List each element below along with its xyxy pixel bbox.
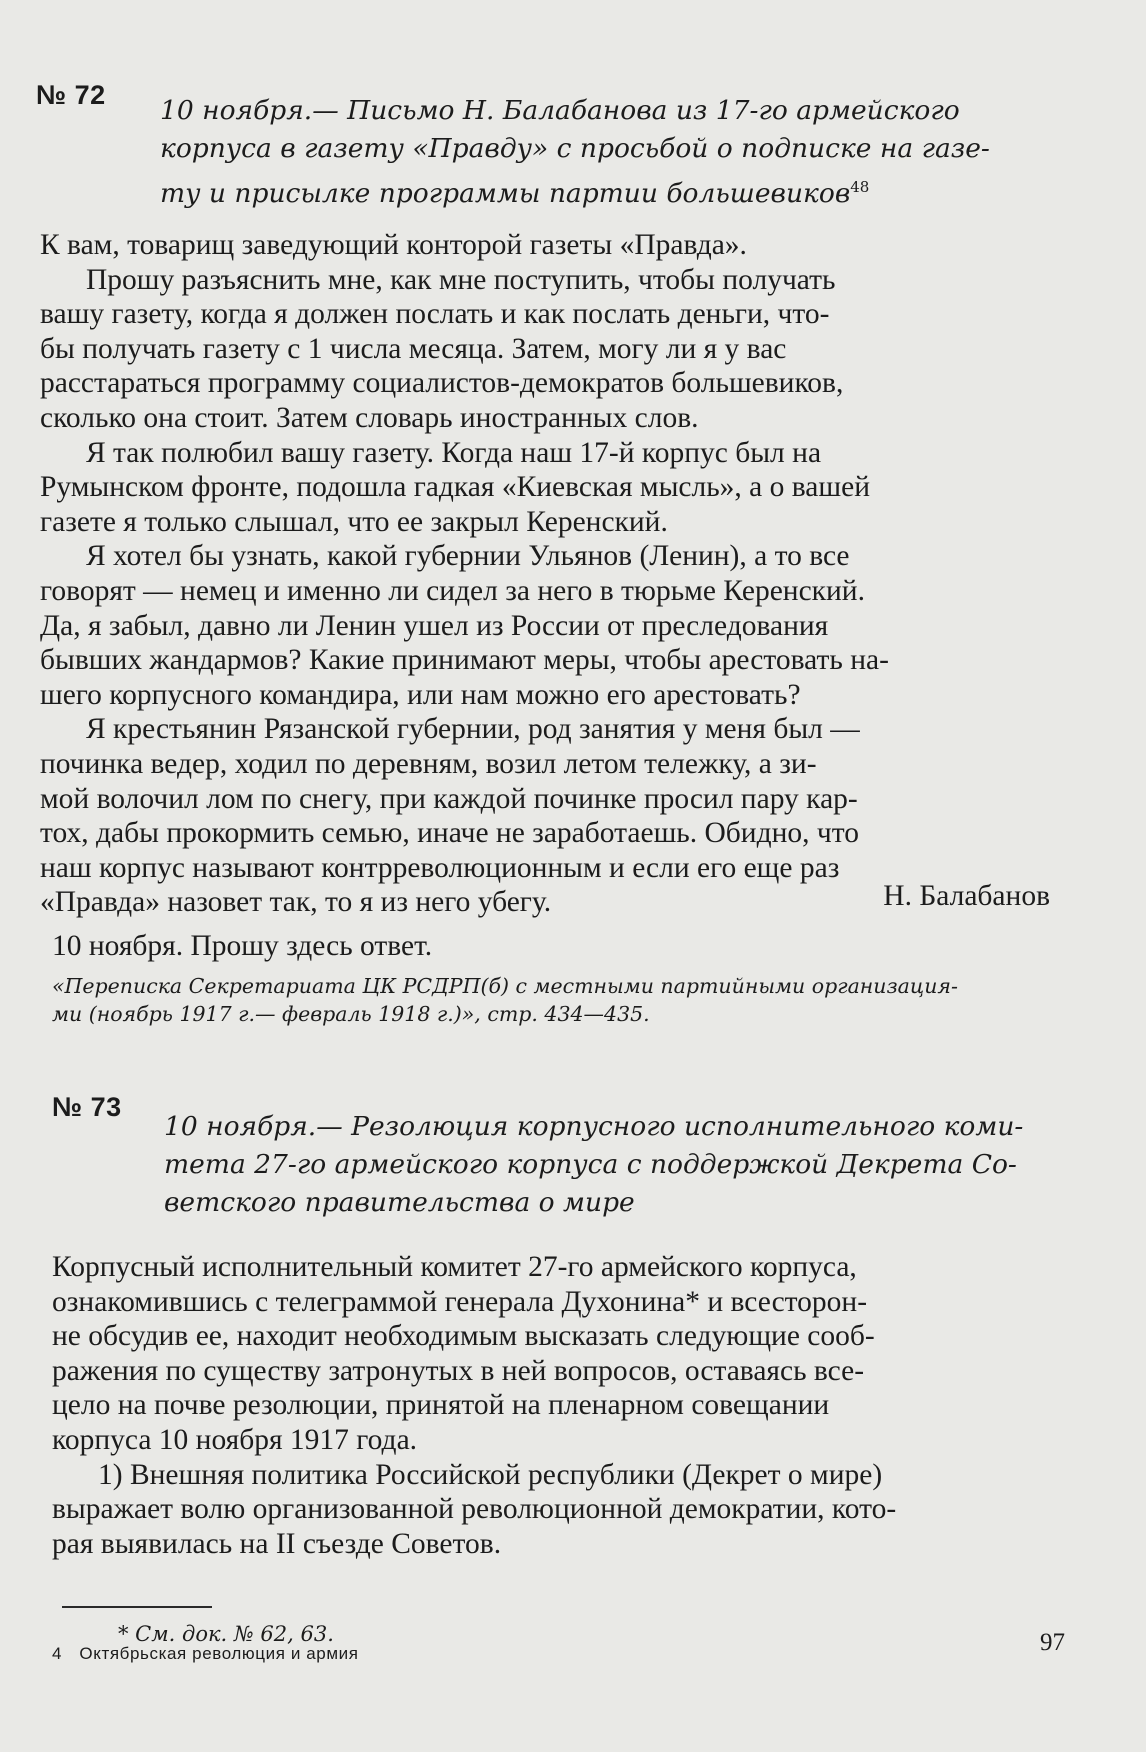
text-line: Прошу разъяснить мне, как мне поступить, чтобы получать <box>86 263 836 296</box>
signature-mark: 4 <box>52 1644 63 1663</box>
text-line: не обсудив ее, находит необходимым высказать следующие сооб- <box>52 1320 875 1353</box>
title-line: 10 ноября.— Письмо Н. Балабанова из 17-го армейского <box>160 95 960 126</box>
text-line: Я хотел бы узнать, какой губернии Ульянов (Ленин), а то все <box>86 540 850 573</box>
text-line: выражает волю организованной революционной демократии, кото- <box>52 1493 897 1526</box>
title-line: тета 27-го армейского корпуса с поддержкой Декрета Со- <box>164 1149 1017 1180</box>
text-line: сколько она стоит. Затем словарь иностранных слов. <box>40 401 699 434</box>
page-footer <box>52 1644 371 1664</box>
source-line: «Переписка Секретариата ЦК РСДРП(б) с местными партийными организация- <box>52 974 958 998</box>
footnote: * См. док. № 62, 63. <box>118 1622 334 1646</box>
footnote-ref: 48 <box>850 178 870 196</box>
resolution-body <box>52 1250 896 1561</box>
text-line: рая выявилась на II съезде Советов. <box>52 1527 502 1560</box>
book-title: Октябрьская революция и армия <box>79 1644 359 1663</box>
text-line: газете я только слышал, что ее закрыл Керенский. <box>40 505 668 538</box>
page-number: 97 <box>1040 1629 1065 1656</box>
text-line: ражения по существу затронутых в ней вопросов, оставаясь все- <box>52 1354 865 1387</box>
text-line: починка ведер, ходил по деревням, возил летом тележку, а зи- <box>40 747 817 780</box>
document-number: № 72 <box>36 80 106 110</box>
text-line: бывших жандармов? Какие принимают меры, чтобы арестовать на- <box>40 644 889 677</box>
text-line: цело на почве резолюции, принятой на пленарном совещании <box>52 1389 830 1422</box>
text-line: Да, я забыл, давно ли Ленин ушел из России от преследования <box>40 609 829 642</box>
text-line: Я крестьянин Рязанской губернии, род занятия у меня был — <box>86 713 860 746</box>
title-line: корпуса в газету «Правду» с просьбой о подписке на газе- <box>160 133 990 164</box>
text-line: говорят — немец и именно ли сидел за него в тюрьме Керенский. <box>40 574 865 607</box>
text-line: наш корпус называют контрреволюционным и если его еще раз <box>40 851 840 884</box>
text-line: Я так полюбил вашу газету. Когда наш 17-й корпус был на <box>86 436 822 469</box>
footnote-divider <box>62 1606 212 1608</box>
text-line: расстараться программу социалистов-демократов большевиков, <box>40 367 844 400</box>
text-line: Корпусный исполнительный комитет 27-го армейского корпуса, <box>52 1251 857 1283</box>
title-line: ветского правительства о мире <box>164 1187 635 1218</box>
title-line: ту и присылке программы партии большевиков$^{48}$ <box>160 177 870 209</box>
source-citation <box>52 972 958 1028</box>
text-line: вашу газету, когда я должен послать и как послать деньги, что- <box>40 298 830 331</box>
text-line: корпуса 10 ноября 1917 года. <box>52 1423 418 1456</box>
text-line: бы получать газету с 1 числа месяца. Затем, могу ли я у вас <box>40 332 787 365</box>
text-line: мой волочил лом по снегу, при каждой починке просил пару кар- <box>40 782 858 815</box>
closing-note: 10 ноября. Прошу здесь ответ. <box>52 930 433 962</box>
text-line: шего корпусного командира, или нам можно его арестовать? <box>40 678 801 711</box>
text-line: ознакомившись с телеграммой генерала Духонина* и всесторон- <box>52 1285 868 1318</box>
title-line: 10 ноября.— Резолюция корпусного исполнительного коми- <box>164 1111 1024 1142</box>
letter-body <box>40 228 889 920</box>
text-line: тох, дабы прокормить семью, иначе не заработаешь. Обидно, что <box>40 817 859 850</box>
document-title <box>160 92 990 213</box>
text-line: «Правда» назовет так, то я из него убегу. <box>40 886 552 919</box>
document-title <box>164 1108 1023 1222</box>
text-line: 1) Внешняя политика Российской республики (Декрет о мире) <box>98 1458 883 1491</box>
signature: Н. Балабанов <box>883 880 1050 912</box>
text-line: К вам, товарищ заведующий конторой газеты «Правда». <box>40 229 747 261</box>
text-line: Румынском фронте, подошла гадкая «Киевская мысль», а о вашей <box>40 471 870 504</box>
document-number: № 73 <box>52 1092 122 1122</box>
source-line: ми (ноябрь 1917 г.— февраль 1918 г.)», стр. 434—435. <box>52 1002 650 1026</box>
